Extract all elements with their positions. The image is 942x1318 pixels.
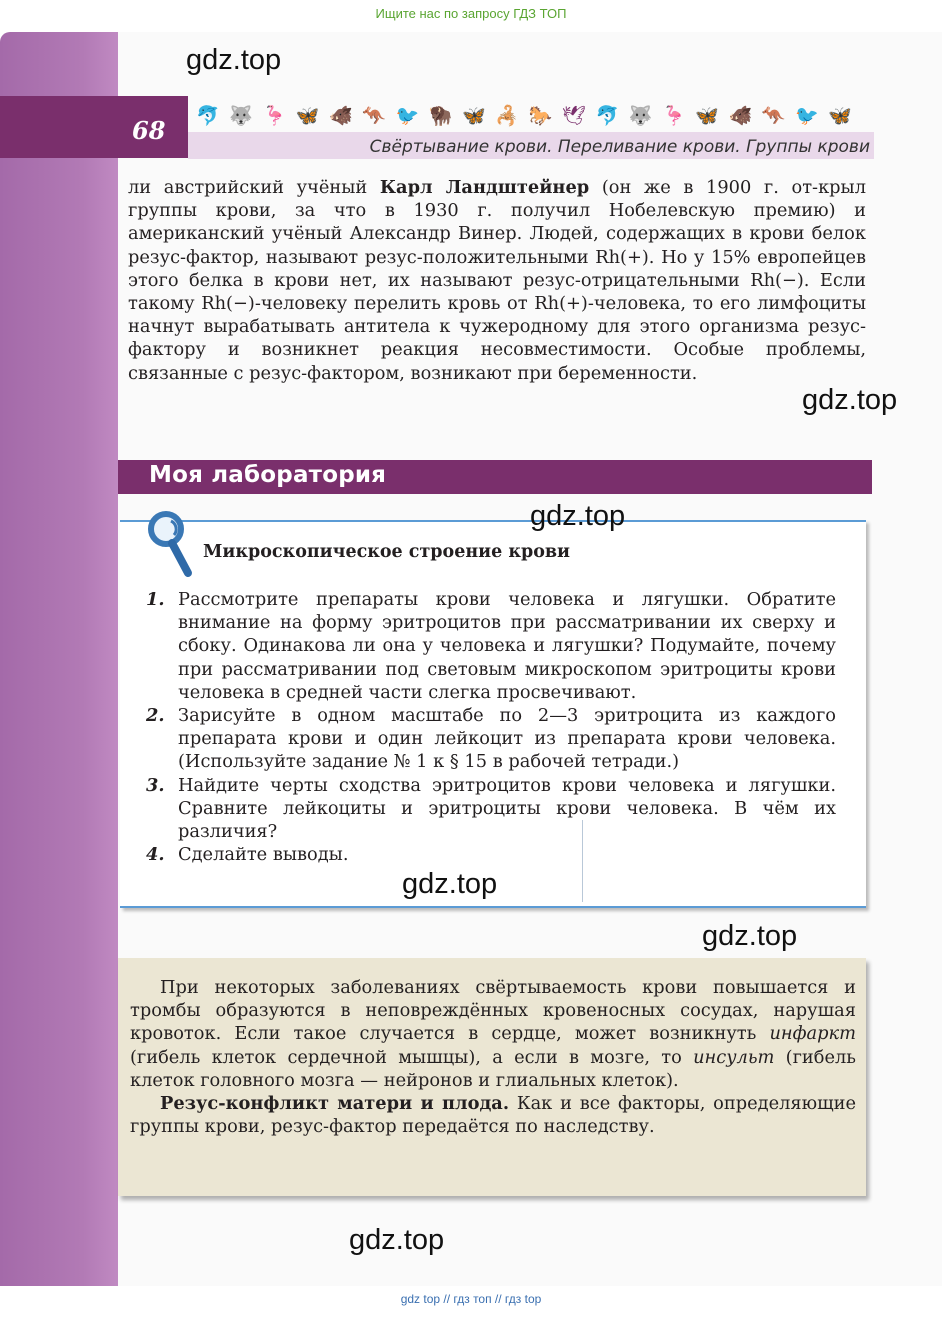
- dolphin-icon: 🐬: [595, 104, 620, 127]
- list-item: [146, 704, 836, 774]
- term-infarct: инфаркт: [769, 1023, 856, 1045]
- lab-heading: Микроскопическое строение крови: [203, 542, 571, 562]
- boar-icon: 🐗: [728, 104, 753, 127]
- note-text-part: При некоторых заболеваниях свёртываемость крови повышается и тромбы образуются в неповреждённых кровеносных сосудах, нарушая кровоток. Если такое случается в сердце, может возникнуть: [130, 977, 856, 1045]
- item-text: Зарисуйте в одном масштабе по 2—3 эритроцита из каждого препарата крови и один лейкоцит из препарата крови человека. (Используйте задание № 1 к § 15 в рабочей тетради.): [178, 705, 836, 773]
- rh-conflict-heading: Резус-конфликт матери и плода.: [160, 1093, 510, 1115]
- bird-icon: 🐦: [395, 104, 420, 127]
- intro-text: ли австрийский учёный: [128, 177, 380, 198]
- scientist-name: Карл Ландштейнер: [379, 177, 590, 198]
- watermark: gdz.top: [530, 500, 626, 532]
- item-number: 1.: [146, 589, 165, 610]
- bird-icon: 🦩: [262, 104, 287, 127]
- butterfly-icon: 🦋: [462, 104, 486, 127]
- dolphin-icon: 🐬: [196, 104, 220, 127]
- watermark: gdz.top: [802, 384, 898, 416]
- term-stroke: инсульт: [693, 1046, 775, 1068]
- sidebar-decoration: [0, 32, 118, 1286]
- bird-icon: 🐦: [794, 104, 819, 127]
- boar-icon: 🐗: [329, 104, 353, 127]
- watermark: gdz.top: [402, 868, 498, 900]
- item-number: 4.: [146, 844, 165, 866]
- note-paragraph: [130, 976, 856, 1092]
- bison-icon: 🦬: [428, 104, 453, 127]
- watermark: gdz.top: [702, 920, 798, 952]
- item-text: Рассмотрите препараты крови человека и лягушки. Обратите внимание на форму эритроцитов при рассматривании их сверху и сбоку. Одинакова ли она у человека и лягушки? Подумайте, почему при рассматривании под световым микроскопом эритроциты крови человека в средней части слегка просвечивают.: [178, 589, 836, 703]
- butterfly-icon: 🦋: [295, 104, 320, 127]
- page-number: 68: [132, 116, 166, 145]
- bird-icon: 🕊: [561, 104, 586, 127]
- horse-icon: 🐎: [528, 104, 553, 127]
- wolf-icon: 🐺: [229, 104, 253, 127]
- note-text-part: (гибель клеток головного мозга — нейронов и глиальных клеток).: [130, 1046, 856, 1091]
- list-item: [146, 843, 836, 866]
- magnifier-icon: [146, 509, 196, 579]
- item-number: 3.: [146, 774, 165, 796]
- list-item: [146, 774, 836, 844]
- item-text: Найдите черты сходства эритроцитов крови человека и лягушки. Сравните лейкоциты и эритроциты крови человека. В чём их различия?: [178, 774, 836, 843]
- scorpion-icon: 🦂: [495, 104, 519, 127]
- butterfly-icon: 🦋: [828, 104, 852, 127]
- intro-text-continued: (он же в 1900 г. от-крыл группы крови, за что в 1930 г. получил Нобелевскую премию) и американский учёный Александр Винер. Людей, содержащих в крови белок резус-фактор, называют резус-положительными Rh(+). Но у 15% европейцев этого белка в крови нет, их называют резус-отрицательными Rh(−). Если такому Rh(−)-человеку перелить кровь от Rh(+)-человека, то его лимфоциты начнут вырабатывать антитела к чужеродному для этого организма резус-фактору и возникнет реакция несовместимости. Особые проблемы, связанные с резус-фактором, возникают при беременности.: [128, 177, 867, 384]
- wolf-icon: 🐺: [628, 104, 653, 127]
- item-text: Сделайте выводы.: [178, 844, 349, 866]
- item-number: 2.: [146, 705, 165, 727]
- kangaroo-icon: 🦘: [761, 104, 786, 127]
- section-title: Свёртывание крови. Переливание крови. Группы крови: [369, 137, 870, 157]
- note-text: [130, 976, 856, 1138]
- note-text-part: (гибель клеток сердечной мышцы), а если в мозге, то: [130, 1046, 694, 1068]
- intro-paragraph: [128, 176, 866, 385]
- list-item: [146, 588, 836, 704]
- note-paragraph: [130, 1092, 856, 1138]
- watermark: gdz.top: [349, 1224, 445, 1256]
- note-text-part: Как и все факторы, определяющие группы крови, резус-фактор передаётся по наследству.: [130, 1093, 856, 1138]
- animal-silhouettes-strip: [196, 100, 852, 132]
- lab-section-title: Моя лаборатория: [149, 462, 387, 488]
- butterfly-icon: 🦋: [695, 104, 719, 127]
- top-search-note[interactable]: Ищите нас по запросу ГДЗ ТОП: [375, 6, 567, 21]
- bottom-links[interactable]: gdz top // гдз топ // гдз top: [400, 1292, 542, 1306]
- bird-icon: 🦩: [661, 104, 686, 127]
- kangaroo-icon: 🦘: [362, 104, 386, 127]
- lab-task-list: [146, 588, 836, 866]
- watermark: gdz.top: [186, 44, 282, 76]
